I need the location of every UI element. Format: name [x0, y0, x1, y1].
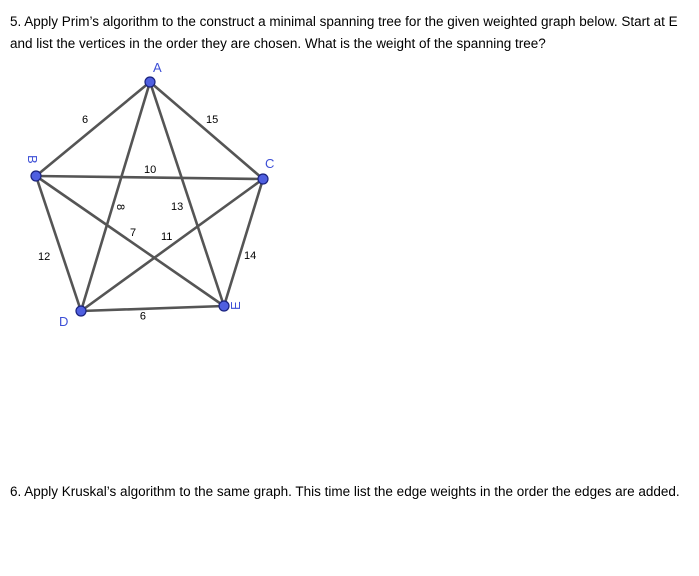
edge-a-d — [81, 82, 150, 311]
edge-weight-b-c: 10 — [144, 164, 157, 176]
edge-weight-b-e: 11 — [161, 231, 173, 243]
vertex-label-a: A — [153, 60, 162, 75]
question-6-text: 6. Apply Kruskal’s algorithm to the same graph. This time list the edge weights in the order the edges are added. — [10, 484, 680, 499]
vertex-label-d: D — [59, 314, 69, 329]
edge-a-b — [36, 82, 150, 176]
vertex-label-c: C — [265, 156, 275, 171]
edge-b-e — [36, 176, 224, 306]
vertex-d — [76, 306, 86, 316]
edge-b-d — [36, 176, 81, 311]
edge-weight-b-d: 12 — [38, 251, 51, 263]
vertex-label-b: B — [25, 155, 40, 164]
vertex-a — [145, 77, 155, 87]
graph-edges — [36, 82, 263, 311]
vertex-label-e: E — [228, 301, 243, 310]
edge-weight-a-d: 8 — [114, 204, 126, 211]
vertex-b — [31, 171, 41, 181]
edge-d-e — [81, 306, 224, 311]
edge-weight-a-c: 15 — [206, 114, 219, 126]
question-5-text: 5. Apply Prim’s algorithm to the construct a minimal spanning tree for the given weighted graph below. Start at E and list the vertices in the order they are chosen. What is the weight of the spanning tree? — [10, 14, 678, 51]
edge-c-e — [224, 179, 263, 306]
edge-weight-c-e: 14 — [244, 250, 257, 262]
edge-b-c — [36, 176, 263, 179]
edge-weight-a-b: 6 — [82, 114, 89, 126]
edge-weight-d-e: 9 — [139, 309, 146, 321]
vertex-c — [258, 174, 268, 184]
edge-c-d — [81, 179, 263, 311]
edge-weight-c-d: 7 — [130, 227, 137, 239]
edge-weight-a-e: 13 — [171, 201, 184, 213]
